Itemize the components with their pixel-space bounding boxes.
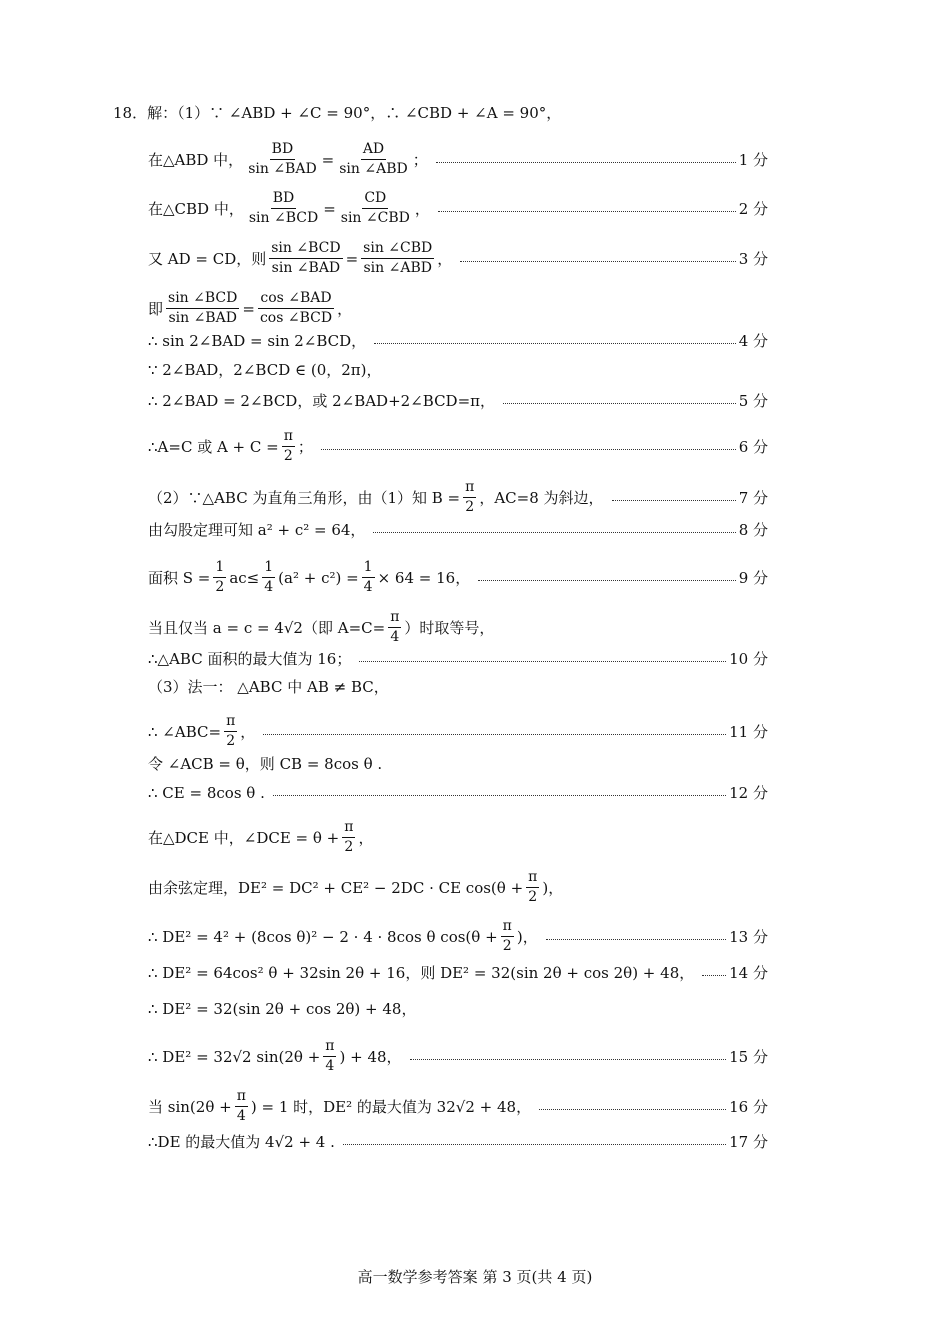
dot-leader <box>438 211 736 212</box>
math-text: ∴ DE² = 32(sin 2θ + cos 2θ) + 48， <box>148 1000 417 1018</box>
fraction <box>361 240 434 277</box>
fraction <box>224 713 237 750</box>
math-text: ， <box>337 300 353 318</box>
score-label: 14 分 <box>729 964 768 982</box>
math-text: 在△CBD 中， <box>148 200 244 218</box>
fraction-denominator: 4 <box>363 579 373 595</box>
fraction-numerator: CD <box>362 190 388 209</box>
answer-line <box>148 519 768 540</box>
fraction <box>235 1088 248 1125</box>
math-text: ∴△ABC 面积的最大值为 16； <box>148 650 352 668</box>
fraction-denominator: sin ∠ABD <box>339 161 408 177</box>
dot-leader <box>373 532 735 533</box>
answer-line <box>148 290 768 327</box>
dot-leader <box>321 449 736 450</box>
fraction <box>262 559 275 596</box>
fraction-numerator: BD <box>271 190 297 209</box>
fraction <box>388 609 401 646</box>
score-label: 7 分 <box>738 489 768 507</box>
math-text: = <box>242 299 255 318</box>
answer-line <box>148 240 768 277</box>
fraction <box>246 141 318 178</box>
fraction-denominator: 2 <box>226 733 236 749</box>
answer-line <box>148 962 768 983</box>
math-text: ) = 1 时，DE² 的最大值为 32√2 + 48， <box>250 1098 532 1116</box>
dot-leader <box>359 661 726 662</box>
answer-line <box>148 330 768 351</box>
dot-leader <box>503 403 736 404</box>
math-text: ∴ ∠ABC= <box>148 722 222 741</box>
fraction-numerator: AD <box>361 141 386 160</box>
dot-leader <box>539 1109 726 1110</box>
math-text: ， <box>240 723 256 741</box>
math-text: ， <box>358 829 374 847</box>
answer-line <box>148 141 768 178</box>
math-text: 当 sin(2θ + <box>148 1098 232 1116</box>
math-text: = <box>321 150 335 169</box>
fraction-numerator: π <box>342 819 355 838</box>
math-text: 又 AD = CD，则 <box>148 250 267 268</box>
fraction-denominator: 2 <box>465 499 475 515</box>
fraction-numerator: sin ∠BCD <box>166 290 239 309</box>
math-text: 即 <box>148 300 164 318</box>
fraction-denominator: 4 <box>390 629 400 645</box>
fraction-numerator: π <box>282 428 295 447</box>
math-text: ， <box>437 250 453 268</box>
answer-line <box>113 102 768 123</box>
dot-leader <box>436 162 736 163</box>
dot-leader <box>374 343 736 344</box>
answer-line <box>148 428 768 465</box>
score-label: 8 分 <box>738 521 768 539</box>
fraction <box>166 290 239 327</box>
answer-line <box>148 648 768 669</box>
math-text: 面积 S = <box>148 569 211 587</box>
score-label: 16 分 <box>729 1098 768 1116</box>
answer-line <box>148 1038 768 1075</box>
score-label: 17 分 <box>729 1133 768 1151</box>
fraction-numerator: sin ∠CBD <box>361 240 434 259</box>
fraction-denominator: sin ∠CBD <box>340 210 410 226</box>
fraction-numerator: π <box>388 609 401 628</box>
math-text: ； <box>297 438 313 456</box>
math-text: ∴ DE² = 64cos² θ + 32sin 2θ + 16，则 DE² = 32(sin 2θ + cos 2θ) + 48， <box>148 964 695 982</box>
math-text: 18．解：（1）∵ ∠ABD + ∠C = 90°，∴ ∠CBD + ∠A = 90°， <box>113 104 562 122</box>
dot-leader <box>273 795 726 796</box>
answer-line <box>148 359 768 380</box>
math-text: ，AC=8 为斜边， <box>479 489 604 507</box>
fraction-denominator: 2 <box>502 938 512 954</box>
math-text: ∵ 2∠BAD，2∠BCD ∈ (0，2π)， <box>148 361 382 379</box>
fraction <box>463 479 476 516</box>
math-text: ∴ DE² = 32√2 sin(2θ + <box>148 1047 321 1066</box>
dot-leader <box>410 1059 727 1060</box>
fraction-denominator: 2 <box>344 839 354 855</box>
fraction-denominator: sin ∠BCD <box>248 210 319 226</box>
math-text: 在△DCE 中，∠DCE = θ + <box>148 829 340 847</box>
fraction <box>247 190 320 227</box>
fraction-denominator: cos ∠BCD <box>259 310 333 326</box>
math-text: （3）法一： △ABC 中 AB ≠ BC， <box>148 678 389 696</box>
fraction-numerator: π <box>526 869 539 888</box>
fraction <box>213 559 226 596</box>
fraction-numerator: 1 <box>213 559 226 578</box>
dot-leader <box>546 939 726 940</box>
fraction-denominator: sin ∠BAD <box>168 310 237 326</box>
answer-line <box>148 753 768 774</box>
math-text: ) + 48， <box>339 1048 402 1066</box>
fraction <box>362 559 375 596</box>
math-text: 由勾股定理可知 a² + c² = 64， <box>148 521 366 539</box>
fraction <box>258 290 334 327</box>
answer-line <box>148 1131 768 1152</box>
math-text: （2）∵△ABC 为直角三角形，由（1）知 B = <box>148 489 461 507</box>
fraction-numerator: 1 <box>362 559 375 578</box>
dot-leader <box>460 261 735 262</box>
fraction <box>269 240 342 277</box>
score-label: 3 分 <box>738 250 768 268</box>
score-label: 2 分 <box>738 200 768 218</box>
answer-line <box>148 918 768 955</box>
fraction-denominator: sin ∠ABD <box>363 260 432 276</box>
score-label: 4 分 <box>738 332 768 350</box>
math-text: )， <box>516 928 538 946</box>
fraction <box>501 918 514 955</box>
answer-line <box>148 782 768 803</box>
dot-leader <box>612 500 736 501</box>
dot-leader <box>343 1144 726 1145</box>
math-text: ∴ CE = 8cos θ . <box>148 783 265 802</box>
answer-line <box>148 390 768 411</box>
answer-line <box>148 819 768 856</box>
fraction-denominator: 4 <box>325 1058 335 1074</box>
math-text: (a² + c²) = <box>278 568 359 587</box>
dot-leader <box>263 734 726 735</box>
score-label: 11 分 <box>729 723 768 741</box>
fraction <box>323 1038 336 1075</box>
math-text: )， <box>542 879 564 897</box>
math-text: ac≤ <box>229 568 260 587</box>
score-label: 1 分 <box>738 151 768 169</box>
fraction <box>282 428 295 465</box>
dot-leader <box>702 975 726 976</box>
math-text: 当且仅当 a = c = 4√2（即 A=C= <box>148 619 386 637</box>
answer-line <box>148 479 768 516</box>
math-text: 在△ABD 中， <box>148 151 244 169</box>
score-label: 6 分 <box>738 438 768 456</box>
fraction <box>337 141 409 178</box>
answer-line <box>148 559 768 596</box>
fraction-numerator: π <box>323 1038 336 1057</box>
fraction-numerator: π <box>235 1088 248 1107</box>
fraction-numerator: 1 <box>262 559 275 578</box>
answer-line <box>148 1088 768 1125</box>
fraction <box>342 819 355 856</box>
fraction-numerator: cos ∠BAD <box>258 290 333 309</box>
fraction <box>526 869 539 906</box>
fraction-denominator: 2 <box>215 579 225 595</box>
math-text: = <box>323 199 336 218</box>
answer-line <box>148 998 768 1019</box>
fraction-numerator: π <box>463 479 476 498</box>
math-text: ∴A=C 或 A + C = <box>148 438 279 456</box>
fraction-denominator: 4 <box>236 1108 246 1124</box>
score-label: 9 分 <box>738 569 768 587</box>
fraction-denominator: sin ∠BAD <box>271 260 341 276</box>
fraction-denominator: sin ∠BAD <box>248 161 317 177</box>
score-label: 10 分 <box>729 650 768 668</box>
fraction-numerator: sin ∠BCD <box>269 240 342 259</box>
answer-line <box>148 713 768 750</box>
fraction-numerator: π <box>224 713 237 732</box>
math-text: ∴ DE² = 4² + (8cos θ)² − 2 · 4 · 8cos θ cos(θ + <box>148 927 498 946</box>
math-text: × 64 = 16， <box>377 569 471 587</box>
math-text: ∴ 2∠BAD = 2∠BCD，或 2∠BAD+2∠BCD=π， <box>148 392 495 410</box>
fraction-numerator: π <box>501 918 514 937</box>
score-label: 5 分 <box>738 392 768 410</box>
fraction-denominator: 2 <box>283 448 293 464</box>
math-text: ∴ sin 2∠BAD = sin 2∠BCD， <box>148 332 367 350</box>
math-text: ， <box>414 200 430 218</box>
fraction-denominator: 2 <box>528 889 538 905</box>
answer-line <box>148 609 768 646</box>
score-label: 12 分 <box>729 784 768 802</box>
math-text: ）时取等号， <box>404 619 495 637</box>
score-label: 13 分 <box>729 928 768 946</box>
fraction-denominator: 4 <box>264 579 274 595</box>
dot-leader <box>478 580 735 581</box>
fraction <box>339 190 412 227</box>
math-text: = <box>345 249 359 268</box>
math-text: 令 ∠ACB = θ，则 CB = 8cos θ . <box>148 755 383 773</box>
math-text: ； <box>412 151 428 169</box>
answer-line <box>148 676 768 697</box>
math-text: 由余弦定理，DE² = DC² + CE² − 2DC · CE cos(θ + <box>148 879 524 897</box>
answer-line <box>148 869 768 906</box>
page-footer: 高一数学参考答案 第 3 页(共 4 页) <box>357 1268 593 1286</box>
fraction-numerator: BD <box>270 141 296 160</box>
score-label: 15 分 <box>729 1048 768 1066</box>
math-text: ∴DE 的最大值为 4√2 + 4 . <box>148 1133 335 1151</box>
answer-line <box>148 190 768 227</box>
